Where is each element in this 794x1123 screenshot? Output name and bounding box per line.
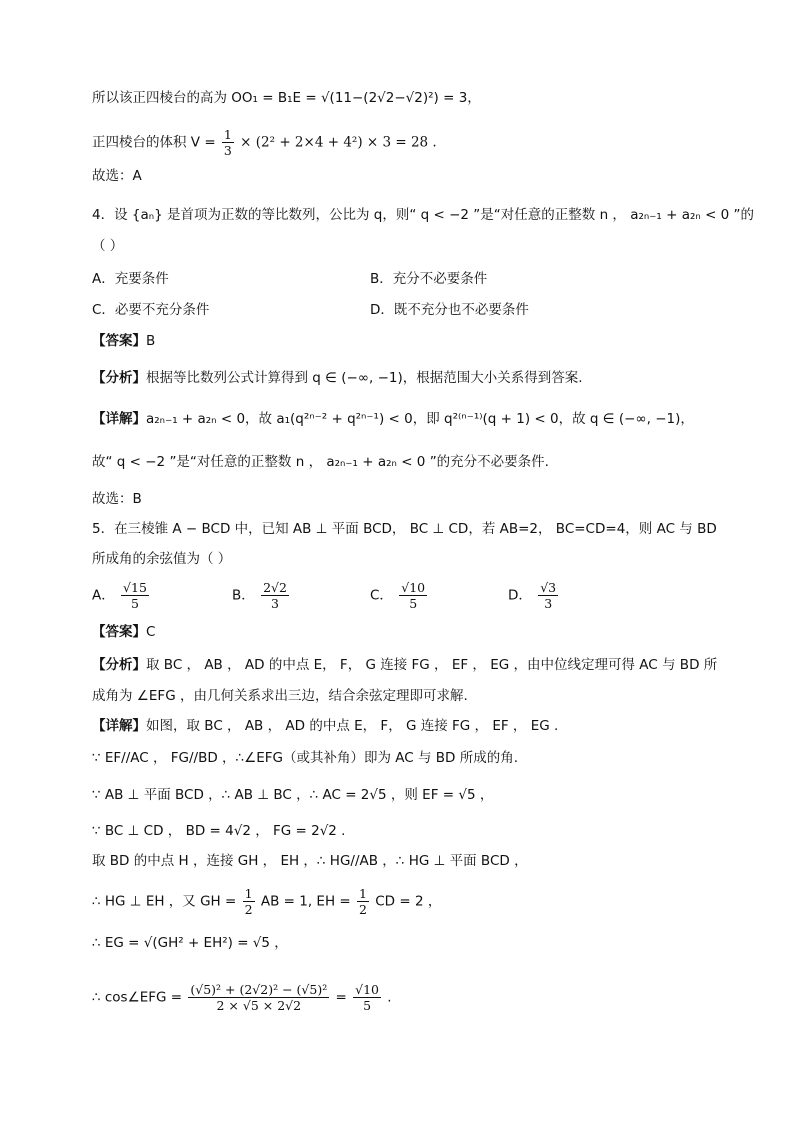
q4-detail xyxy=(92,409,694,429)
q5-analysis2-text: 成角为 ∠EFG ，由几何关系求出三边，结合余弦定理即可求解. xyxy=(92,688,468,704)
detail-tag: 【详解】 xyxy=(92,411,146,427)
q5-detail8b-text: = xyxy=(335,989,352,1006)
detail-text: 如图，取 BC ， AB ， AD 的中点 E， F， G 连接 FG ， EF ， EG . xyxy=(146,718,559,734)
cosine-fraction: $\frac{\text{(√5)² + (2√2)² − (√5)²}}{2 \times √5 \times 2√2}$ xyxy=(190,982,328,1013)
q5-option-a-label: A． xyxy=(92,587,115,604)
solution-height-line xyxy=(92,88,481,108)
q5-detail8c-text: . xyxy=(387,989,392,1006)
q4-stem-text: 4．设 {aₙ} 是首项为正数的等比数列，公比为 q，则“ q < −2 ”是“对任意的正整数 n ， a₂ₙ₋₁ + a₂ₙ < 0 ”的 xyxy=(92,207,755,223)
q5-option-c xyxy=(370,580,429,611)
q4-option-d-text: D．既不充分也不必要条件 xyxy=(370,302,529,318)
q5-detail2-text: ∵ EF//AC ， FG//BD ，∴∠EFG（或其补角）即为 AC 与 BD 所成的角. xyxy=(92,750,519,766)
answer-tag: 【答案】 xyxy=(92,333,146,349)
q5-detail-line8 xyxy=(92,982,392,1013)
q4-select-text: 故选：B xyxy=(92,491,142,507)
q5-analysis-line2 xyxy=(92,686,468,706)
q5-option-a xyxy=(92,580,151,611)
q4-option-b xyxy=(370,269,487,289)
q5-option-c-fraction: $\frac{√10}{5}$ xyxy=(401,580,426,611)
q4-option-a xyxy=(92,269,169,289)
q5-option-b xyxy=(232,580,291,611)
q5-detail4-text: ∵ BC ⊥ CD ， BD = 4√2 ， FG = 2√2 . xyxy=(92,823,346,839)
analysis-tag: 【分析】 xyxy=(92,657,146,673)
half-fraction-1: $\frac{1}{2}$ xyxy=(244,886,253,917)
q4-answer xyxy=(92,331,155,351)
q3-select-text: 故选：A xyxy=(92,168,142,184)
analysis-text: 取 BC ， AB ， AD 的中点 E， F， G 连接 FG ， EF ， EG ，由中位线定理可得 AC 与 BD 所 xyxy=(146,657,718,673)
q5-answer xyxy=(92,622,155,642)
q5-option-b-label: B． xyxy=(232,587,255,604)
volume-rest: × (2² + 2×4 + 4²) × 3 = 28 . xyxy=(240,134,437,151)
q5-detail-line1 xyxy=(92,716,558,736)
q5-detail-line4 xyxy=(92,821,345,841)
q3-select-line xyxy=(92,166,142,186)
q4-paren xyxy=(92,236,123,256)
q5-detail6a-text: ∴ HG ⊥ EH ，又 GH = xyxy=(92,893,241,910)
q4-option-a-text: A．充要条件 xyxy=(92,271,169,287)
q5-detail-line6 xyxy=(92,886,441,917)
q4-paren-text: （ ） xyxy=(92,238,124,254)
analysis-text: 根据等比数列公式计算得到 q ∈ (−∞, −1)，根据范围大小关系得到答案. xyxy=(146,370,583,386)
q4-conclusion-text: 故“ q < −2 ”是“对任意的正整数 n ， a₂ₙ₋₁ + a₂ₙ < 0 ”的充分不必要条件. xyxy=(92,454,549,470)
q5-detail6c-text: CD = 2 ， xyxy=(375,893,442,910)
q5-stem2-text: 所成角的余弦值为（ ） xyxy=(92,551,232,567)
q4-option-c-text: C．必要不充分条件 xyxy=(92,302,210,318)
q5-detail-line5 xyxy=(92,851,528,871)
q5-option-d-label: D． xyxy=(508,587,532,604)
q5-option-b-fraction: $\frac{2√2}{3}$ xyxy=(263,580,287,611)
q5-detail-line3 xyxy=(92,785,493,805)
q4-option-c xyxy=(92,300,209,320)
q5-option-c-label: C． xyxy=(370,587,393,604)
result-fraction: $\frac{√10}{5}$ xyxy=(355,982,379,1013)
q5-stem-line1 xyxy=(92,519,717,539)
half-fraction-2: $\frac{1}{2}$ xyxy=(359,886,367,917)
q5-detail5-text: 取 BD 的中点 H ，连接 GH ， EH ，∴ HG//AB ，∴ HG ⊥ 平面 BCD ， xyxy=(92,853,528,869)
answer-value: B xyxy=(146,333,156,349)
q5-detail-line2 xyxy=(92,748,518,768)
height-text: 所以该正四棱台的高为 OO₁ = B₁E = √(11−(2√2−√2)²) = 3， xyxy=(92,90,481,106)
q5-option-d xyxy=(508,580,560,611)
volume-line xyxy=(92,127,437,158)
detail-tag: 【详解】 xyxy=(92,718,146,734)
q5-option-d-fraction: $\frac{√3}{3}$ xyxy=(540,580,557,611)
q4-option-b-text: B．充分不必要条件 xyxy=(370,271,488,287)
q5-stem-line2 xyxy=(92,549,231,569)
q4-conclusion xyxy=(92,452,549,472)
answer-value: C xyxy=(146,624,156,640)
q4-analysis xyxy=(92,368,583,388)
analysis-tag: 【分析】 xyxy=(92,370,146,386)
q5-analysis-line1 xyxy=(92,655,717,675)
q5-detail8a-text: ∴ cos∠EFG = xyxy=(92,989,187,1006)
q5-detail3-text: ∵ AB ⊥ 平面 BCD ，∴ AB ⊥ BC ，∴ AC = 2√5 ，则 EF = √5 ， xyxy=(92,787,494,803)
q5-detail6b-text: AB = 1, EH = xyxy=(260,893,355,910)
q5-stem1-text: 5．在三棱锥 A − BCD 中，已知 AB ⊥ 平面 BCD， BC ⊥ CD，若 AB=2， BC=CD=4，则 AC 与 BD xyxy=(92,521,717,537)
q4-select xyxy=(92,489,142,509)
q5-detail-line7 xyxy=(92,933,288,953)
q4-option-d xyxy=(370,300,529,320)
volume-fraction: $\frac{1}{3}$ xyxy=(223,127,232,158)
answer-tag: 【答案】 xyxy=(92,624,146,640)
q5-option-a-fraction: $\frac{√15}{5}$ xyxy=(123,580,147,611)
detail-text: a₂ₙ₋₁ + a₂ₙ < 0，故 a₁(q²ⁿ⁻² + q²ⁿ⁻¹) < 0，即 q²⁽ⁿ⁻¹⁾(q + 1) < 0，故 q ∈ (−∞, −1)， xyxy=(146,411,694,427)
q5-detail7-text: ∴ EG = √(GH² + EH²) = √5 ， xyxy=(92,935,288,951)
q4-stem xyxy=(92,205,754,225)
volume-text: 正四棱台的体积 V = xyxy=(92,134,220,151)
